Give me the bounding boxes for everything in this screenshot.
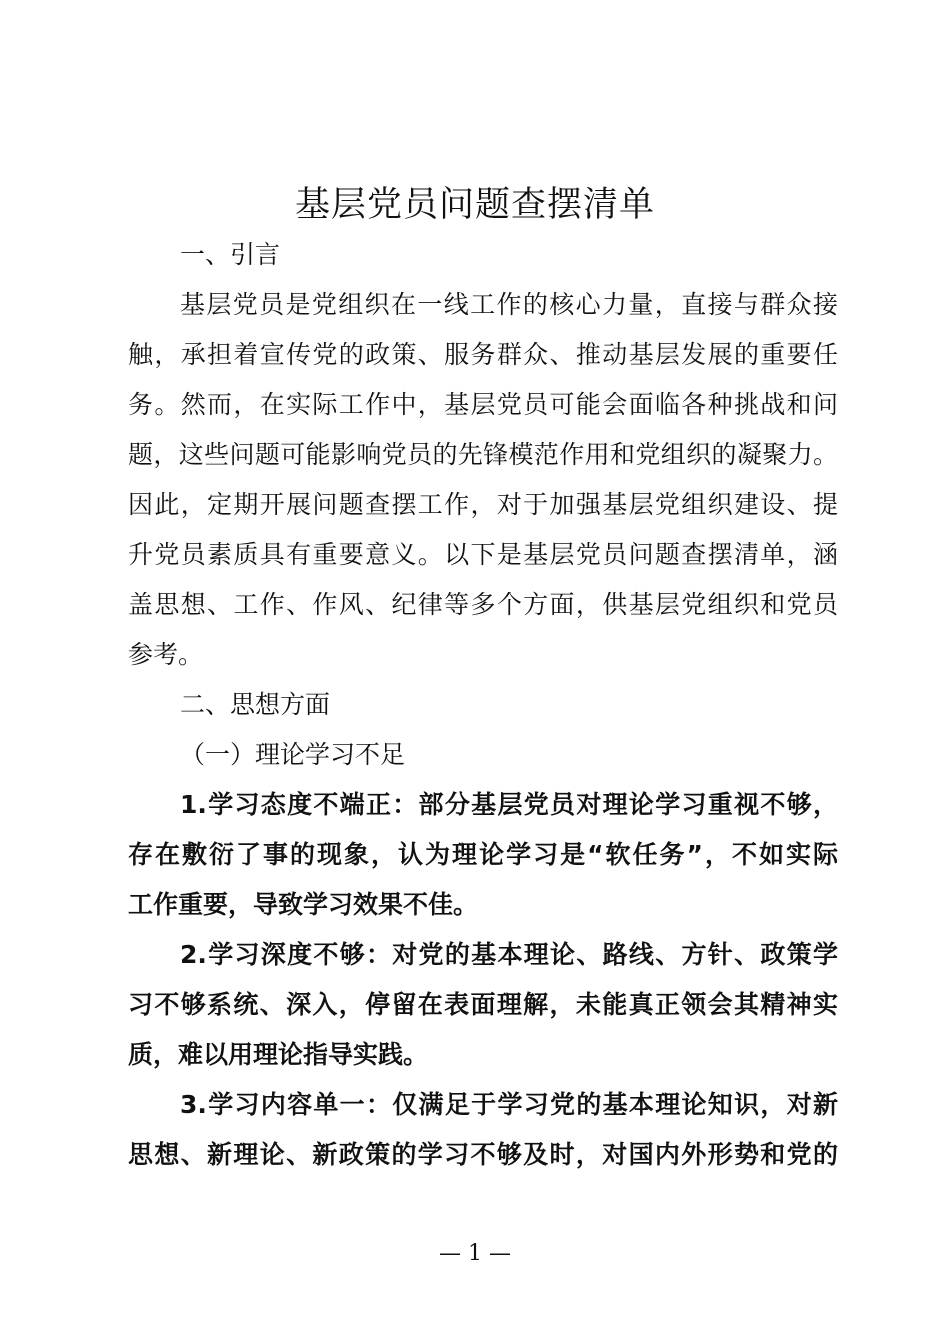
- intro-paragraph-line: 题，这些问题可能影响党员的先锋模范作用和党组织的凝聚力。: [128, 440, 838, 469]
- item-2-line: 2.学习深度不够：对党的基本理论、路线、方针、政策学: [180, 940, 838, 969]
- section-heading-introduction: 一、引言: [180, 240, 281, 269]
- intro-paragraph-line: 因此，定期开展问题查摆工作，对于加强基层党组织建设、提: [128, 490, 838, 519]
- item-1-line: 存在敷衍了事的现象，认为理论学习是“软任务”，不如实际: [128, 840, 838, 869]
- intro-paragraph-line: 基层党员是党组织在一线工作的核心力量，直接与群众接: [180, 290, 838, 319]
- section-heading-ideology: 二、思想方面: [180, 690, 331, 719]
- item-3-line: 3.学习内容单一：仅满足于学习党的基本理论知识，对新: [180, 1090, 838, 1119]
- intro-paragraph-line: 参考。: [128, 640, 204, 669]
- intro-paragraph-line: 升党员素质具有重要意义。以下是基层党员问题查摆清单，涵: [128, 540, 838, 569]
- item-2-line: 质，难以用理论指导实践。: [128, 1040, 429, 1069]
- item-3-line: 思想、新理论、新政策的学习不够及时，对国内外形势和党的: [128, 1140, 838, 1169]
- item-1-line: 1.学习态度不端正：部分基层党员对理论学习重视不够，: [180, 790, 838, 819]
- item-1-line: 工作重要，导致学习效果不佳。: [128, 890, 479, 919]
- intro-paragraph-line: 盖思想、工作、作风、纪律等多个方面，供基层党组织和党员: [128, 590, 838, 619]
- page-number: — 1 —: [439, 1241, 511, 1266]
- document-title: 基层党员问题查摆清单: [294, 185, 655, 225]
- item-2-line: 习不够系统、深入，停留在表面理解，未能真正领会其精神实: [128, 990, 838, 1019]
- intro-paragraph-line: 触，承担着宣传党的政策、服务群众、推动基层发展的重要任: [128, 340, 838, 369]
- subsection-heading-theory-study: （一）理论学习不足: [180, 740, 406, 769]
- intro-paragraph-line: 务。然而，在实际工作中，基层党员可能会面临各种挑战和问: [128, 390, 838, 419]
